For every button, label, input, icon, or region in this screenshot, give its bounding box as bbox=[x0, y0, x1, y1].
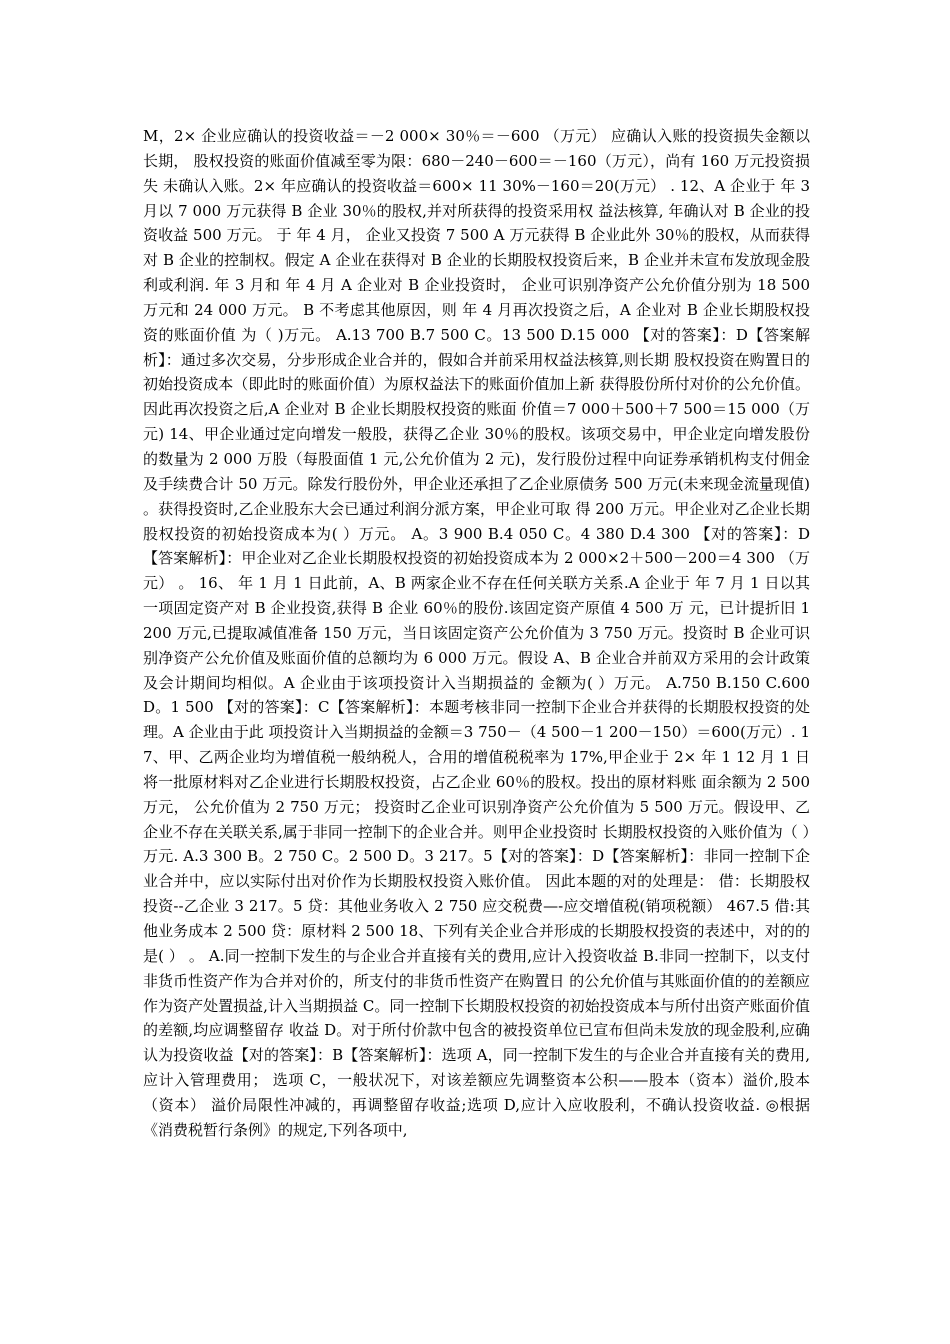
body-paragraph: M，2× 企业应确认的投资收益＝－2 000× 30％＝－600 （万元） 应确认入账的投资损失金额以长期， 股权投资的账面价值减至零为限：680－240－600＝－160（万元），尚有 160 万元投资损失 未确认入账。2× 年应确认的投资收益＝600× 11 30%－160＝20(万元） . 12、A 企业于 年 3 月以 7 000 万元获得 B 企业 30％的股权,并对所获得的投资采用权 益法核算, 年确认对 B 企业的投资收益 500 万元。 于 年 4 月， 企业又投资 7 500 A 万元获得 B 企业此外 30％的股权，从而获得对 B 企业的控制权。假定 A 企业在获得对 B 企业的长期股权投资后来，B 企业并未宣布发放现金股利或利润. 年 3 月和 年 4 月 A 企业对 B 企业投资时， 企业可识别净资产公允价值分别为 18 500 万元和 24 000 万元。 B 不考虑其他原因，则 年 4 月再次投资之后，A 企业对 B 企业长期股权投资的账面价值 为（ )万元。 A.13 700 B.7 500 C。13 500 D.15 000 【对的答案】：D【答案解析】：通过多次交易，分步形成企业合并的，假如合并前采用权益法核算,则长期 股权投资在购置日的初始投资成本（即此时的账面价值）为原权益法下的账面价值加上新 获得股份所付对价的公允价值。因此再次投资之后,A 企业对 B 企业长期股权投资的账面 价值＝7 000＋500＋7 500＝15 000（万元) 14、甲企业通过定向增发一般股，获得乙企业 30％的股权。该项交易中，甲企业定向增发股份的数量为 2 000 万股（每股面值 1 元,公允价值为 2 元)，发行股份过程中向证券承销机构支付佣金及手续费合计 50 万元。除发行股份外，甲企业还承担了乙企业原债务 500 万元(未来现金流量现值) 。获得投资时,乙企业股东大会已通过利润分派方案，甲企业可取 得 200 万元。甲企业对乙企业长期股权投资的初始投资成本为( ）万元。 A。3 900 B.4 050 C。4 380 D.4 300 【对的答案】：D【答案解析】：甲企业对乙企业长期股权投资的初始投资成本为 2 000×2＋500－200＝4 300 （万元） 。 16、 年 1 月 1 日此前，A、B 两家企业不存在任何关联方关系.A 企业于 年 7 月 1 日以其一项固定资产对 B 企业投资,获得 B 企业 60％的股份.该固定资产原值 4 500 万 元，已计提折旧 1 200 万元,已提取减值准备 150 万元，当日该固定资产公允价值为 3 750 万元。投资时 B 企业可识别净资产公允价值及账面价值的总额均为 6 000 万元。假设 A、B 企业合并前双方采用的会计政策及会计期间均相似。A 企业由于该项投资计入当期损益的 金额为( ）万元。 A.750 B.150 C.600 D。1 500 【对的答案】：C【答案解析】：本题考核非同一控制下企业合并获得的长期股权投资的处理。A 企业由于此 项投资计入当期损益的金额＝3 750－（4 500－1 200－150）＝600(万元）. 17、甲、乙两企业均为增值税一般纳税人，合用的增值税税率为 17%,甲企业于 2× 年 1 12 月 1 日将一批原材料对乙企业进行长期股权投资，占乙企业 60％的股权。投出的原材料账 面余额为 2 500 万元， 公允价值为 2 750 万元； 投资时乙企业可识别净资产公允价值为 5 500 万元。假设甲、乙企业不存在关联关系,属于非同一控制下的企业合并。则甲企业投资时 长期股权投资的入账价值为（ ）万元. A.3 300 B。2 750 C。2 500 D。3 217。5【对的答案】：D【答案解析】：非同一控制下企业合并中，应以实际付出对价作为长期股权投资入账价值。 因此本题的对的处理是： 借：长期股权投资--乙企业 3 217。5 贷：其他业务收入 2 750 应交税费—-应交增值税(销项税额） 467.5 借:其他业务成本 2 500 贷：原材料 2 500 18、下列有关企业合并形成的长期股权投资的表述中，对的的是( ） 。 A.同一控制下发生的与企业合并直接有关的费用,应计入投资收益 B.非同一控制下，以支付非货币性资产作为合并对价的，所支付的非货币性资产在购置日 的公允价值与其账面价值的的差额应作为资产处置损益,计入当期损益 C。同一控制下长期股权投资的初始投资成本与所付出资产账面价值的差额,均应调整留存 收益 D。对于所付价款中包含的被投资单位已宣布但尚未发放的现金股利,应确认为投资收益【对的答案】：B【答案解析】：选项 A，同一控制下发生的与企业合并直接有关的费用,应计入管理费用； 选项 C，一般状况下，对该差额应先调整资本公积——股本（资本）溢价,股本（资本） 溢价局限性冲减的，再调整留存收益;选项 D,应计入应收股利，不确认投资收益. ◎根据《消费税暂行条例》的规定,下列各项中, bbox=[143, 127, 810, 1139]
document-page bbox=[143, 124, 810, 1143]
